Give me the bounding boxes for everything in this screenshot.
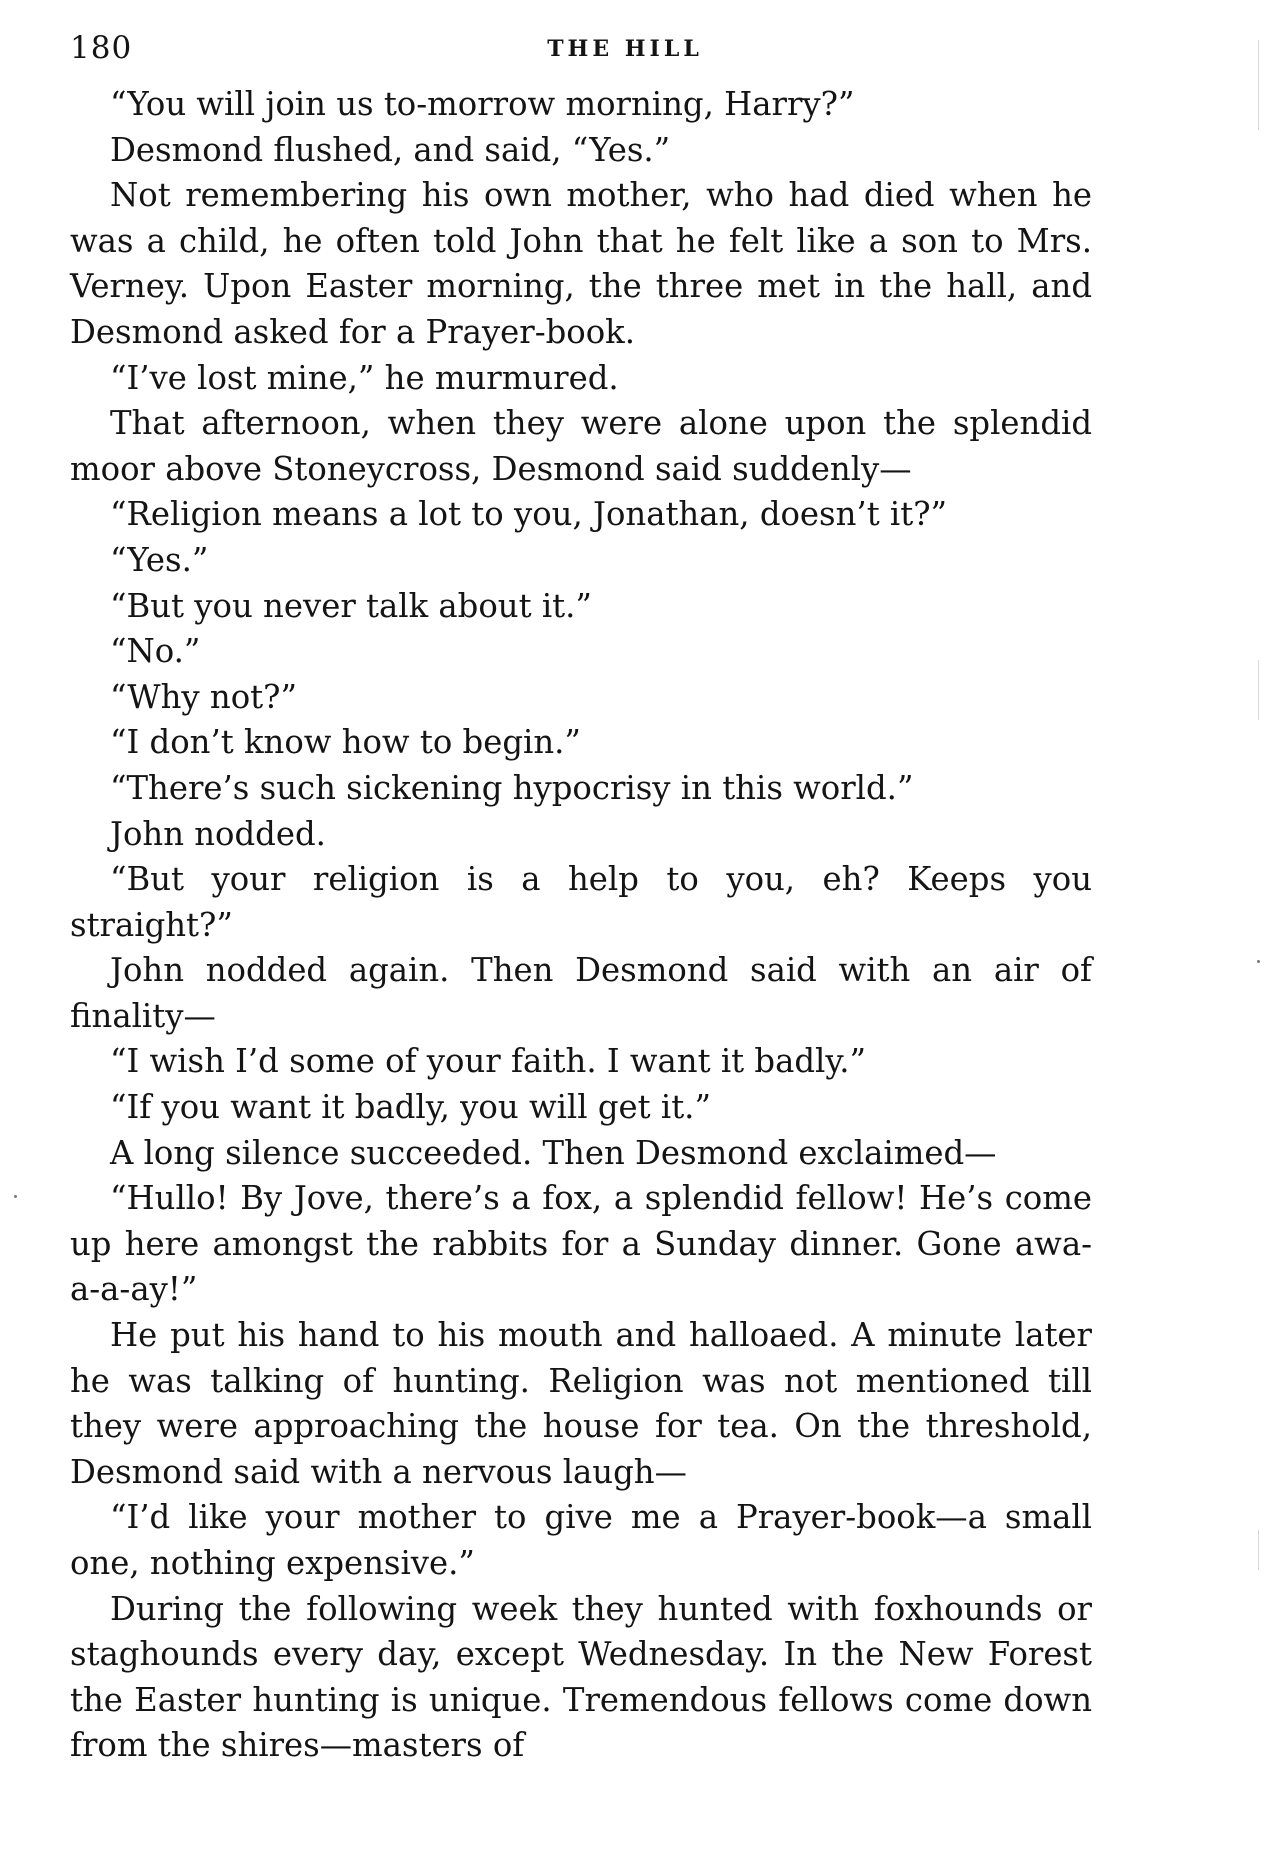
scan-edge-line xyxy=(1258,40,1259,130)
scan-speck xyxy=(14,1195,17,1198)
scan-edge-line xyxy=(1258,660,1259,720)
paragraph: “You will join us to-morrow morning, Harry?” xyxy=(110,85,855,123)
scan-speck xyxy=(1257,960,1260,963)
page-header xyxy=(70,30,1090,72)
paragraph: “There’s such sickening hypocrisy in this world.” xyxy=(110,768,914,807)
paragraph: That afternoon, when they were alone upon the splendid moor above Stoneycross, Desmond said suddenly— xyxy=(70,404,1092,488)
paragraph: John nodded. xyxy=(110,814,326,853)
paragraph: “Hullo! By Jove, there’s a fox, a splendid fellow! He’s come up here amongst the rabbits for a Sunday dinner. Gone awa-a-a-ay!” xyxy=(70,1179,1092,1309)
page-number: 180 xyxy=(70,30,133,66)
paragraph: He put his hand to his mouth and halloaed. A minute later he was talking of hunting. Religion was not mentioned till they were approaching the house for tea. On the threshold, Desmond said with a nervous laugh— xyxy=(70,1316,1092,1491)
paragraph: During the following week they hunted with foxhounds or staghounds every day, except Wednesday. In the New Forest the Easter hunting is unique. Tremendous fellows come down from the shires—masters of xyxy=(70,1589,1092,1765)
paragraph: “I wish I’d some of your faith. I want it badly.” xyxy=(110,1042,867,1081)
paragraph: “But your religion is a help to you, eh? Keeps you straight?” xyxy=(70,860,1092,944)
paragraph: “If you want it badly, you will get it.” xyxy=(110,1088,711,1127)
running-head: THE HILL xyxy=(547,36,703,62)
paragraph: “Religion means a lot to you, Jonathan, doesn’t it?” xyxy=(110,495,948,534)
scan-edge-line xyxy=(1258,1530,1259,1570)
paragraph: “Why not?” xyxy=(110,677,297,716)
paragraph: “I’d like your mother to give me a Prayer-book—a small one, nothing expensive.” xyxy=(70,1498,1092,1582)
paragraph: “But you never talk about it.” xyxy=(110,586,592,625)
paragraph: John nodded again. Then Desmond said with an air of finality— xyxy=(70,951,1092,1035)
paragraph: “I’ve lost mine,” he murmured. xyxy=(110,358,619,397)
body-text xyxy=(70,82,1092,1769)
paragraph: Desmond flushed, and said, “Yes.” xyxy=(110,130,671,169)
paragraph: Not remembering his own mother, who had died when he was a child, he often told John that he felt like a son to Mrs. Verney. Upon Easter morning, the three met in the hall, and Desmond asked for a Prayer-book. xyxy=(70,176,1092,351)
paragraph: A long silence succeeded. Then Desmond exclaimed— xyxy=(110,1133,997,1172)
paragraph: “Yes.” xyxy=(110,540,209,579)
paragraph: “I don’t know how to begin.” xyxy=(110,723,581,762)
paragraph: “No.” xyxy=(110,632,201,671)
